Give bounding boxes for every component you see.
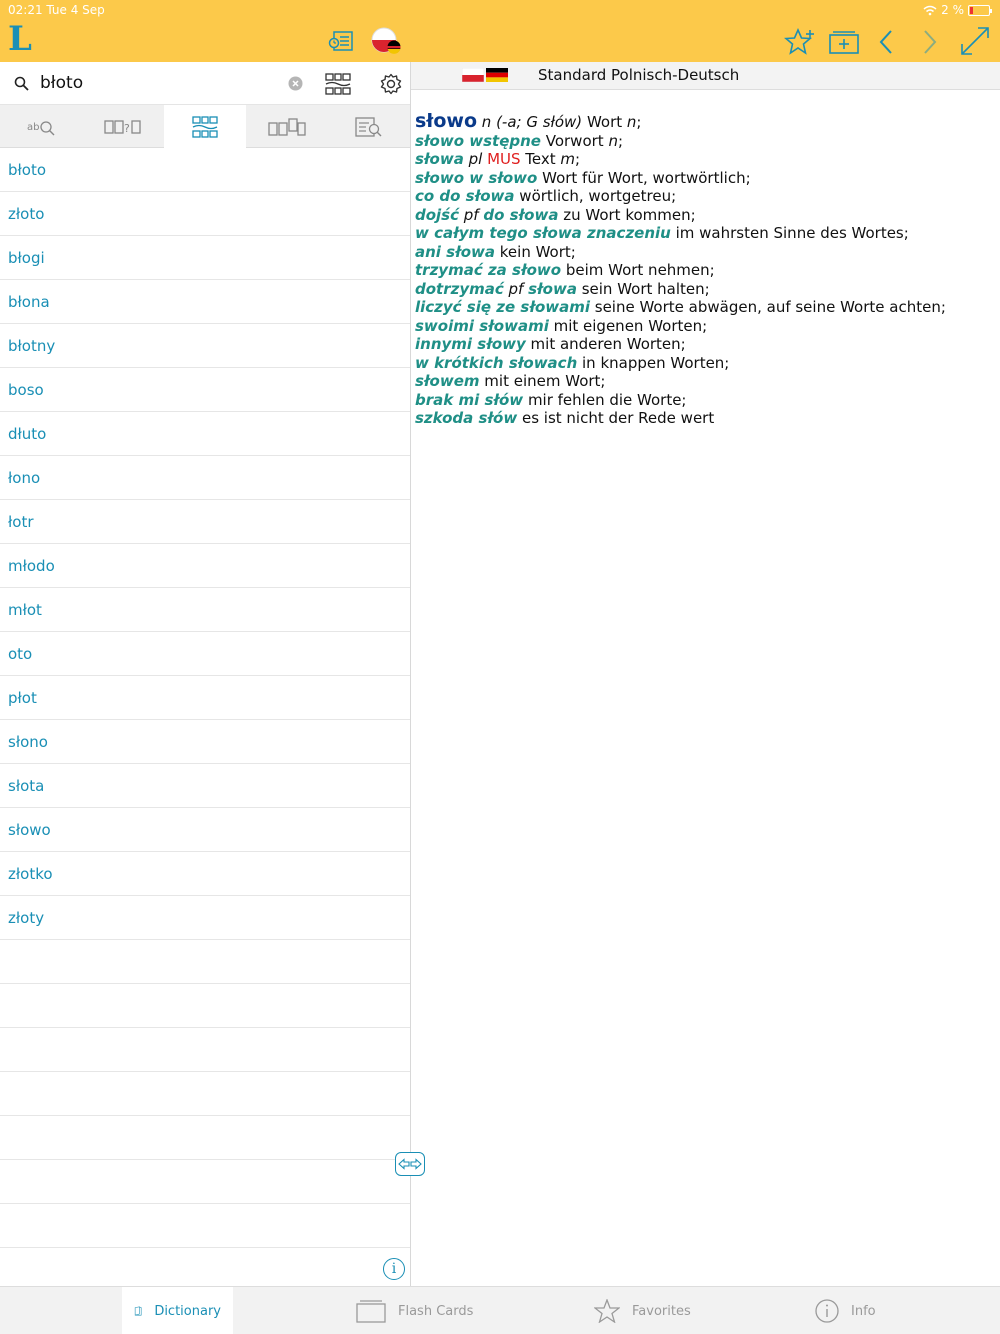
forward-chevron-icon[interactable]: [920, 28, 940, 56]
entry-phrase[interactable]: dojść: [415, 205, 460, 224]
entry-phrase[interactable]: swoimi słowami: [415, 316, 549, 335]
search-icon: [14, 76, 29, 91]
entry-phrase[interactable]: słowa: [415, 150, 464, 168]
top-bar: [0, 0, 1000, 62]
entry-line: dojść pf do słowa zu Wort kommen;: [415, 205, 696, 224]
language-switch-flags-icon[interactable]: [370, 26, 402, 56]
list-item[interactable]: dłuto: [0, 412, 410, 456]
list-info-button[interactable]: i: [383, 1258, 405, 1280]
star-icon: [594, 1299, 620, 1323]
dictionary-name: Standard Polnisch-Deutsch: [538, 66, 740, 84]
list-item[interactable]: łotr: [0, 500, 410, 544]
entry-phrase[interactable]: dotrzymać: [415, 279, 504, 298]
settings-gear-icon[interactable]: [380, 73, 402, 95]
add-favorite-star-icon[interactable]: [784, 27, 816, 57]
empty-row: [0, 1028, 410, 1072]
tab-flash-cards[interactable]: Flash Cards: [356, 1287, 473, 1334]
empty-row: [0, 940, 410, 984]
tab-info[interactable]: Info: [815, 1287, 876, 1334]
results-list: [0, 148, 410, 1292]
entry-line: słowa pl MUS Text m;: [415, 150, 581, 168]
list-item[interactable]: błoto: [0, 148, 410, 192]
resize-panels-button[interactable]: [395, 1152, 425, 1176]
empty-row: [0, 1204, 410, 1248]
polish-flag-icon: [462, 68, 484, 82]
list-item[interactable]: młodo: [0, 544, 410, 588]
add-flashcard-icon[interactable]: [828, 28, 860, 56]
list-item[interactable]: boso: [0, 368, 410, 412]
info-icon: [815, 1299, 839, 1323]
svg-text:?: ?: [124, 121, 130, 135]
entry-line: w krótkich słowach in knappen Worten;: [415, 353, 730, 372]
results-panel: [0, 62, 410, 1286]
wifi-icon: [923, 5, 937, 16]
list-item[interactable]: złoto: [0, 192, 410, 236]
list-item[interactable]: młot: [0, 588, 410, 632]
anagram-search-icon: [267, 116, 307, 138]
svg-text:ab: ab: [27, 121, 40, 133]
entry-line: innymi słowy mit anderen Worten;: [415, 335, 686, 353]
mode-fuzzy-search[interactable]: [164, 105, 246, 148]
bottom-tab-bar: [0, 1286, 1000, 1334]
entry-phrase[interactable]: w całym tego słowa znaczeniu: [415, 224, 671, 242]
list-item[interactable]: błotny: [0, 324, 410, 368]
entry-phrase[interactable]: innymi słowy: [415, 335, 526, 353]
list-item[interactable]: łono: [0, 456, 410, 500]
entry-phrase[interactable]: ani słowa: [415, 242, 496, 261]
list-item[interactable]: oto: [0, 632, 410, 676]
status-indicators: [923, 3, 990, 17]
expand-fullscreen-icon[interactable]: [958, 24, 992, 58]
fuzzy-search-icon: [191, 115, 219, 139]
fulltext-search-icon: [354, 116, 384, 138]
mode-anagram-search[interactable]: [246, 105, 328, 148]
clear-search-icon[interactable]: [288, 76, 303, 91]
entry-line: szkoda słów es ist nicht der Rede wert: [415, 409, 715, 427]
list-item[interactable]: błogi: [0, 236, 410, 280]
search-bar: [0, 62, 410, 105]
entry-line: w całym tego słowa znaczeniu im wahrsten Sinne des Wortes;: [415, 224, 909, 242]
list-item[interactable]: błona: [0, 280, 410, 324]
list-item[interactable]: złoty: [0, 896, 410, 940]
entry-phrase[interactable]: liczyć się ze słowami: [415, 298, 590, 316]
entry-headword-line: słowo n (-a; G słów) Wort n;: [415, 110, 642, 132]
mode-headword-search[interactable]: [0, 105, 82, 148]
entry-phrase[interactable]: słowo w słowo: [415, 168, 538, 187]
mode-wildcard-search[interactable]: [82, 105, 164, 148]
entry-line: słowem mit einem Wort;: [415, 372, 606, 390]
battery-percent: 2 %: [941, 3, 964, 17]
entry-line: słowo w słowo Wort für Wort, wortwörtlich;: [415, 168, 751, 187]
entry-line: brak mi słów mir fehlen die Worte;: [415, 390, 687, 409]
entry-line: trzymać za słowo beim Wort nehmen;: [415, 261, 715, 279]
search-input[interactable]: [40, 68, 280, 98]
entry-line: dotrzymać pf słowa sein Wort halten;: [415, 279, 710, 298]
back-chevron-icon[interactable]: [876, 28, 896, 56]
history-list-icon[interactable]: [328, 28, 356, 54]
app-logo: L: [8, 19, 32, 59]
cards-icon: [356, 1299, 386, 1323]
entry-phrase[interactable]: co do słowa: [415, 187, 515, 205]
empty-row: [0, 984, 410, 1028]
empty-row: [0, 1160, 410, 1204]
domain-label: MUS: [487, 150, 521, 168]
entry-phrase[interactable]: szkoda słów: [415, 409, 518, 427]
list-item[interactable]: złotko: [0, 852, 410, 896]
list-item[interactable]: słota: [0, 764, 410, 808]
empty-row: [0, 1072, 410, 1116]
tab-dictionary[interactable]: Dictionary: [122, 1287, 233, 1334]
status-time: 02:21 Tue 4 Sep: [8, 3, 105, 17]
battery-icon: [968, 5, 990, 16]
empty-row: [0, 1116, 410, 1160]
book-icon: [134, 1299, 142, 1323]
fuzzy-search-grid-icon[interactable]: [324, 72, 352, 96]
headword-search-icon: [26, 117, 56, 137]
entry-line: liczyć się ze słowami seine Worte abwägen, auf seine Worte achten;: [415, 298, 946, 316]
list-item[interactable]: słono: [0, 720, 410, 764]
search-mode-bar: [0, 105, 410, 148]
panel-divider: [410, 62, 411, 1286]
wildcard-search-icon: [103, 117, 143, 137]
list-item[interactable]: słowo: [0, 808, 410, 852]
entry-headword: słowo: [415, 110, 478, 132]
entry-phrase[interactable]: brak mi słów: [415, 390, 524, 409]
entry-line: swoimi słowami mit eigenen Worten;: [415, 316, 708, 335]
entry-phrase[interactable]: trzymać za słowo: [415, 261, 562, 279]
dictionary-entry: [415, 112, 995, 428]
entry-line: co do słowa wörtlich, wortgetreu;: [415, 187, 677, 205]
mode-fulltext-search[interactable]: [328, 105, 410, 148]
entry-line: słowo wstępne Vorwort n;: [415, 131, 624, 150]
swap-arrows-icon: [398, 1158, 422, 1170]
entry-phrase[interactable]: słowo wstępne: [415, 131, 541, 150]
german-flag-icon: [486, 68, 508, 82]
dictionary-header: [411, 62, 1000, 90]
entry-line: ani słowa kein Wort;: [415, 242, 576, 261]
entry-phrase[interactable]: słowem: [415, 372, 480, 390]
entry-phrase[interactable]: w krótkich słowach: [415, 353, 578, 372]
tab-favorites[interactable]: Favorites: [594, 1287, 691, 1334]
list-item[interactable]: płot: [0, 676, 410, 720]
